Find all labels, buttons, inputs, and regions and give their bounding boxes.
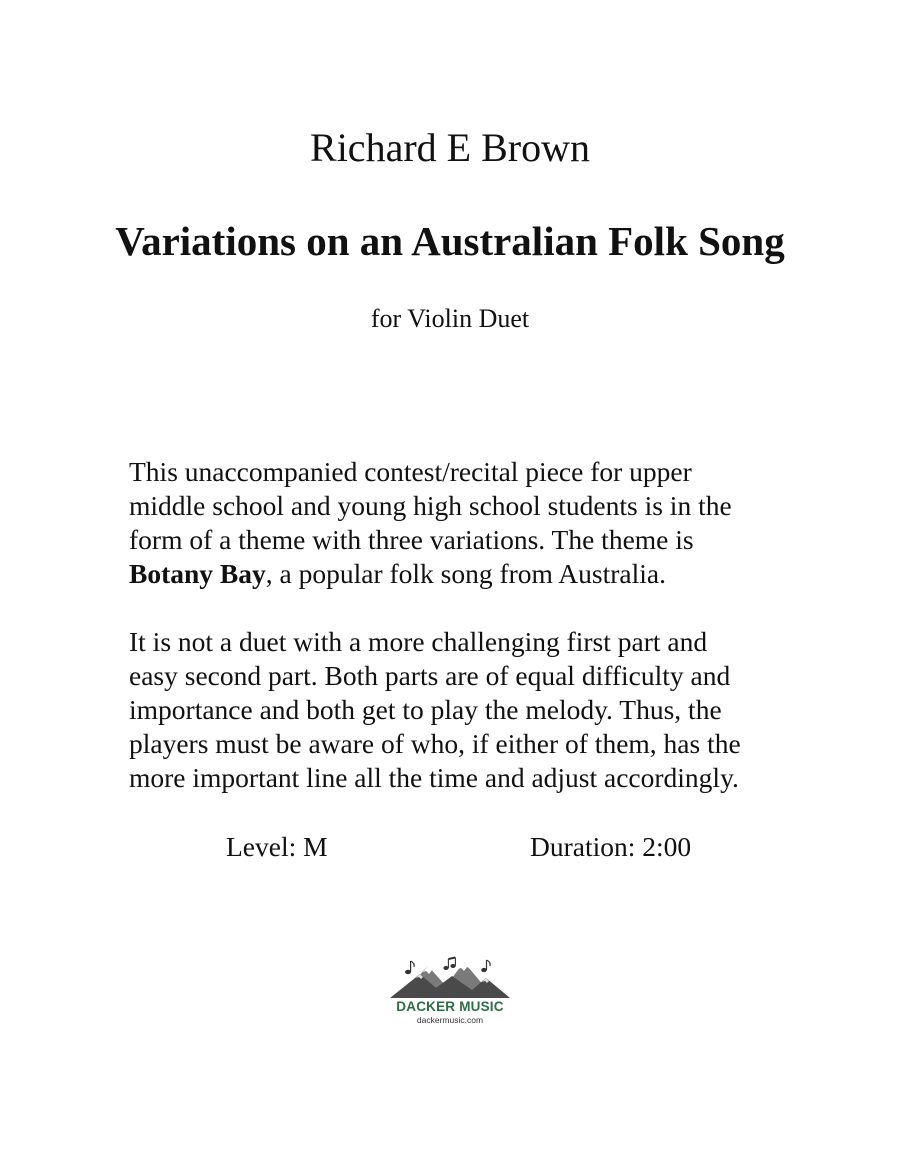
level-label: Level: M — [226, 831, 328, 862]
publisher-logo — [380, 956, 520, 1028]
composer-name: Richard E Brown — [310, 125, 590, 170]
paragraph-2-line-2: easy second part. Both parts are of equal difficulty and — [129, 660, 731, 691]
theme-description: , a popular folk song from Australia. — [265, 558, 666, 589]
paragraph-1-line-1: This unaccompanied contest/recital piece for upper — [129, 456, 692, 487]
paragraph-1-line-2: middle school and young high school students is in the — [129, 490, 732, 521]
paragraph-1-line-4 — [129, 557, 809, 591]
instrumentation-subtitle: for Violin Duet — [370, 304, 530, 333]
description-paragraph-1 — [129, 455, 809, 591]
description-paragraph-2 — [129, 625, 809, 795]
paragraph-2-line-3: importance and both get to play the melody. Thus, the — [129, 694, 722, 725]
publisher-url: dackermusic.com — [416, 1015, 484, 1025]
mountain-music-notes-icon — [390, 956, 510, 1000]
duration-label: Duration: 2:00 — [530, 831, 692, 862]
paragraph-1-line-3: form of a theme with three variations. The theme is — [129, 524, 694, 555]
paragraph-2-line-5: more important line all the time and adjust accordingly. — [129, 762, 739, 793]
paragraph-2-line-4: players must be aware of who, if either of them, has the — [129, 728, 741, 759]
publisher-name: DACKER MUSIC — [396, 999, 504, 1014]
theme-name: Botany Bay — [129, 558, 266, 589]
piece-title: Variations on an Australian Folk Song — [115, 218, 785, 264]
paragraph-2-line-1: It is not a duet with a more challenging first part and — [129, 626, 708, 657]
